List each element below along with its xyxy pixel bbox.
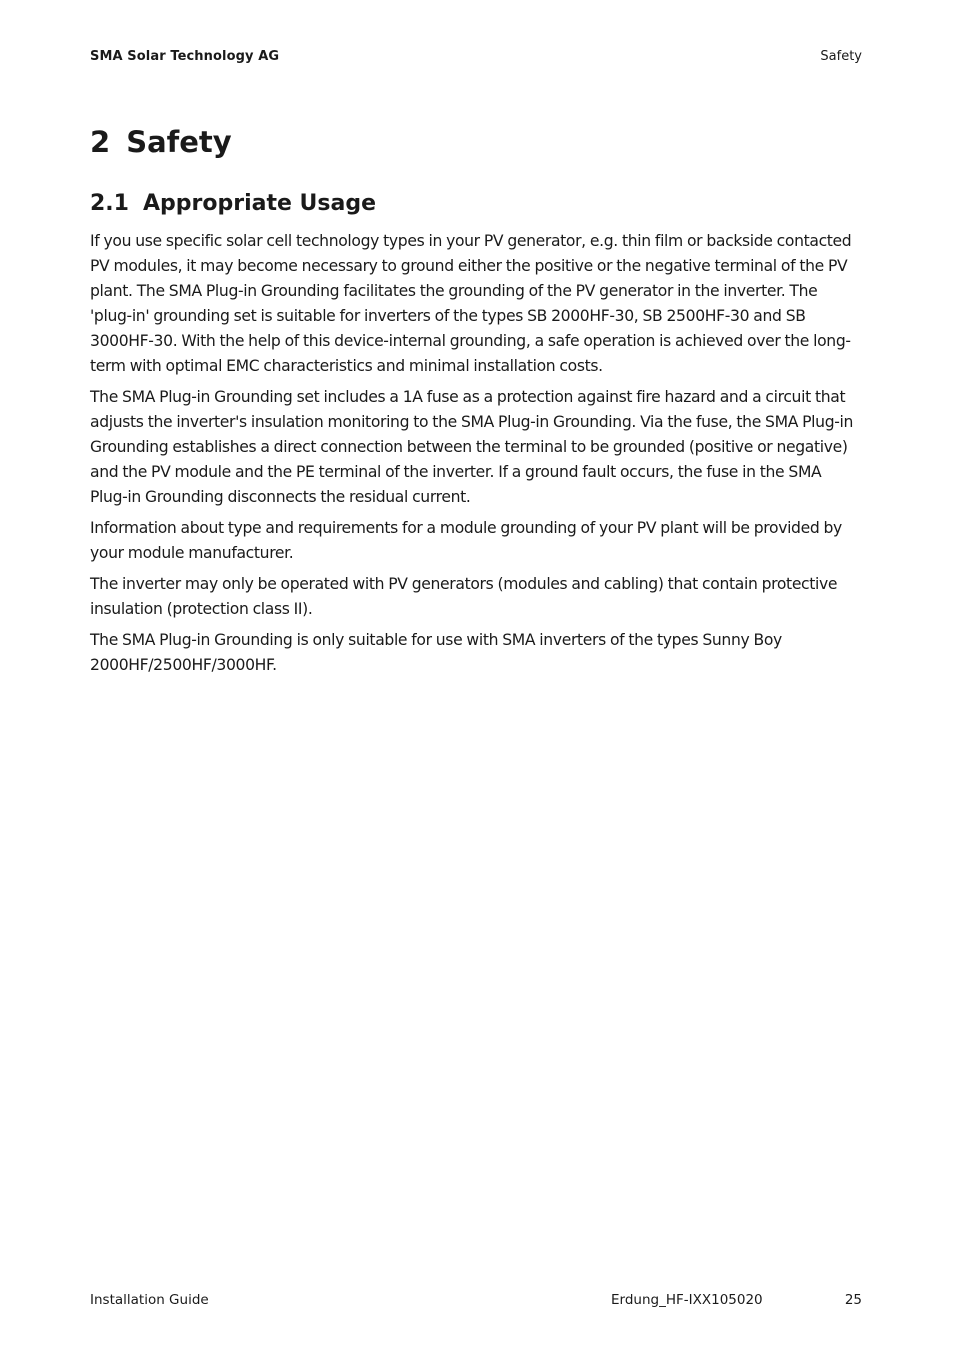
section-title xyxy=(90,188,376,220)
header-section: Safety xyxy=(820,49,862,64)
footer-page-number: 25 xyxy=(844,1292,862,1308)
paragraph-fuse: The SMA Plug-in Grounding set includes a 1A fuse as a protection against fire hazard and a circuit that adjusts the inverter's insulation monitoring to the SMA Plug-in Grounding. Via the fuse, the SMA Plug-in Grounding establishes a direct connection between the terminal to be grounded (positive or negative) and the PV module and the PE terminal of the inverter. If a ground fault occurs, the fuse in the SMA Plug-in Grounding disconnects the residual current. xyxy=(90,388,854,506)
section-body xyxy=(90,229,860,684)
chapter-title xyxy=(90,122,232,162)
paragraph-protection-class: The inverter may only be operated with PV generators (modules and cabling) that contain protective insulation (protection class II). xyxy=(90,575,838,618)
section-number: 2.1 xyxy=(90,191,129,216)
footer-guide: Installation Guide xyxy=(90,1292,209,1308)
footer-document-id: Erdung_HF-IXX105020 xyxy=(611,1292,763,1308)
chapter-number: 2 xyxy=(90,125,111,159)
chapter-title-text: Safety xyxy=(126,125,232,159)
paragraph-usage-intro: If you use specific solar cell technology types in your PV generator, e.g. thin film or backside contacted PV modules, it may become necessary to ground either the positive or the negative terminal of the PV plant. The SMA Plug-in Grounding facilitates the grounding of the PV generator in the inverter. The 'plug-in' grounding set is suitable for inverters of the types SB 2000HF-30, SB 2500HF-30 and SB 3000HF-30. With the help of this device-internal grounding, a safe operation is achieved over the long-term with optimal EMC characteristics and minimal installation costs. xyxy=(90,232,852,375)
section-title-text: Appropriate Usage xyxy=(142,191,377,216)
paragraph-compatibility: The SMA Plug-in Grounding is only suitable for use with SMA inverters of the types Sunny Boy 2000HF/2500HF/3000HF. xyxy=(90,631,782,674)
paragraph-module-info: Information about type and requirements for a module grounding of your PV plant will be provided by your module manufacturer. xyxy=(90,519,842,562)
header-company: SMA Solar Technology AG xyxy=(90,49,280,64)
